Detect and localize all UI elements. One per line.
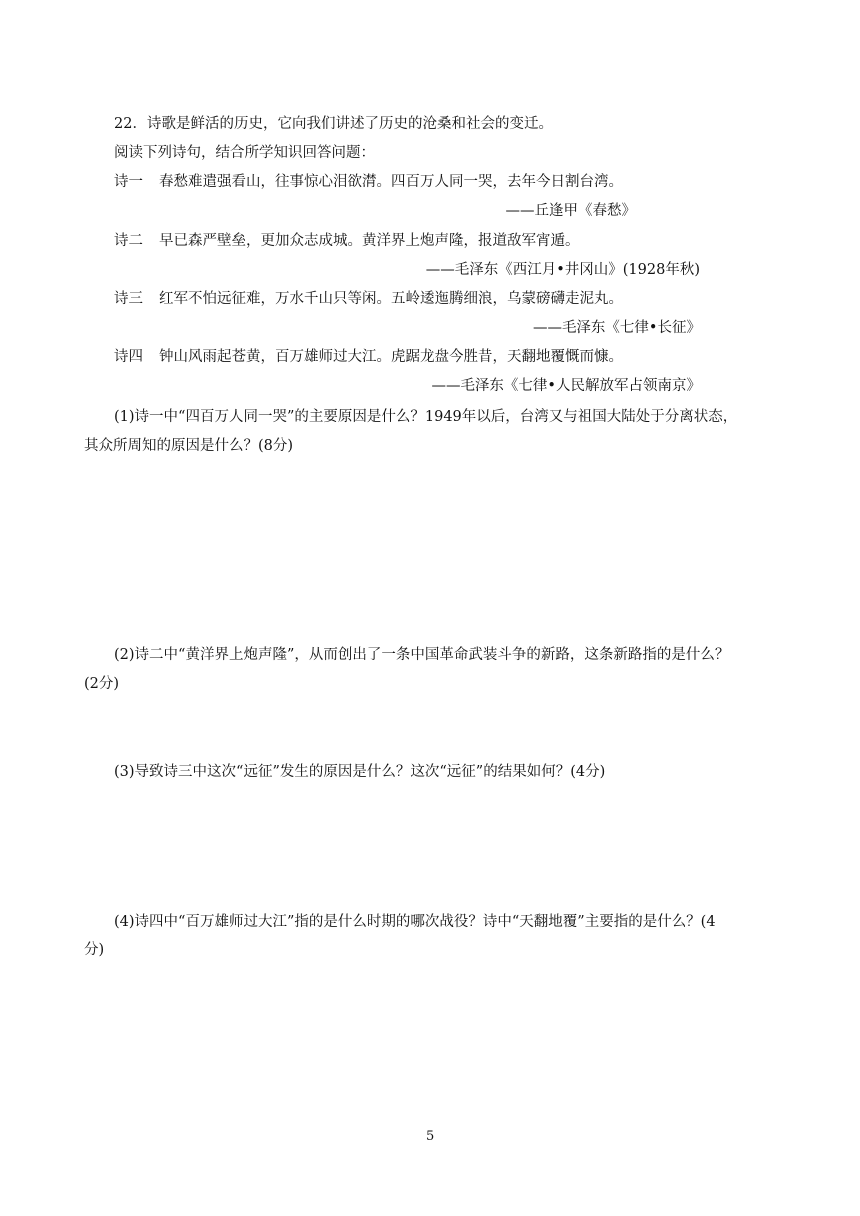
subquestion-4-line-2: 分) xyxy=(84,942,105,958)
poem-1-attribution: ——丘逢甲《春愁》 xyxy=(505,203,636,219)
subquestion-2-line-1: (2)诗二中“黄洋界上炮声隆”，从而创出了一条中国革命武装斗争的新路，这条新路指的是什么？ xyxy=(114,647,730,663)
subquestion-1-line-2: 其众所周知的原因是什么？(8分) xyxy=(84,438,294,454)
subquestion-2-line-2: (2分) xyxy=(84,676,120,692)
poem-label: 诗一 xyxy=(114,174,143,190)
poem-text: 早已森严壁垒，更加众志成城。黄洋界上炮声隆，报道敌军宵遁。 xyxy=(159,233,580,249)
poem-label: 诗三 xyxy=(114,291,143,307)
poem-2-attribution: ——毛泽东《西江月•井冈山》(1928年秋) xyxy=(425,262,700,278)
poem-text: 钟山风雨起苍黄，百万雄师过大江。虎踞龙盘今胜昔，天翻地覆慨而慷。 xyxy=(159,349,623,365)
question-instruction: 阅读下列诗句，结合所学知识回答问题： xyxy=(114,145,375,161)
poem-label: 诗四 xyxy=(114,349,143,365)
poem-1 xyxy=(114,172,623,192)
subquestion-1-line-1: (1)诗一中“四百万人同一哭”的主要原因是什么？1949年以后，台湾又与祖国大陆处于分离状态， xyxy=(114,409,738,425)
question-intro: 22．诗歌是鲜活的历史，它向我们讲述了历史的沧桑和社会的变迁。 xyxy=(114,116,553,132)
poem-4 xyxy=(114,347,623,367)
poem-label: 诗二 xyxy=(114,233,143,249)
poem-4-attribution: ——毛泽东《七律•人民解放军占领南京》 xyxy=(431,378,701,394)
subquestion-4-line-1: (4)诗四中“百万雄师过大江”指的是什么时期的哪次战役？诗中“天翻地覆”主要指的是什么？(4 xyxy=(114,914,716,930)
poem-2 xyxy=(114,231,580,251)
poem-3-attribution: ——毛泽东《七律•长征》 xyxy=(532,320,701,336)
poem-text: 春愁难遣强看山，往事惊心泪欲潸。四百万人同一哭，去年今日割台湾。 xyxy=(159,174,623,190)
page-number: 5 xyxy=(426,1129,435,1144)
poem-text: 红军不怕远征难，万水千山只等闲。五岭逶迤腾细浪，乌蒙磅礴走泥丸。 xyxy=(159,291,623,307)
poem-3 xyxy=(114,289,623,309)
subquestion-3-line-1: (3)导致诗三中这次“远征”发生的原因是什么？这次“远征”的结果如何？(4分) xyxy=(114,764,606,780)
